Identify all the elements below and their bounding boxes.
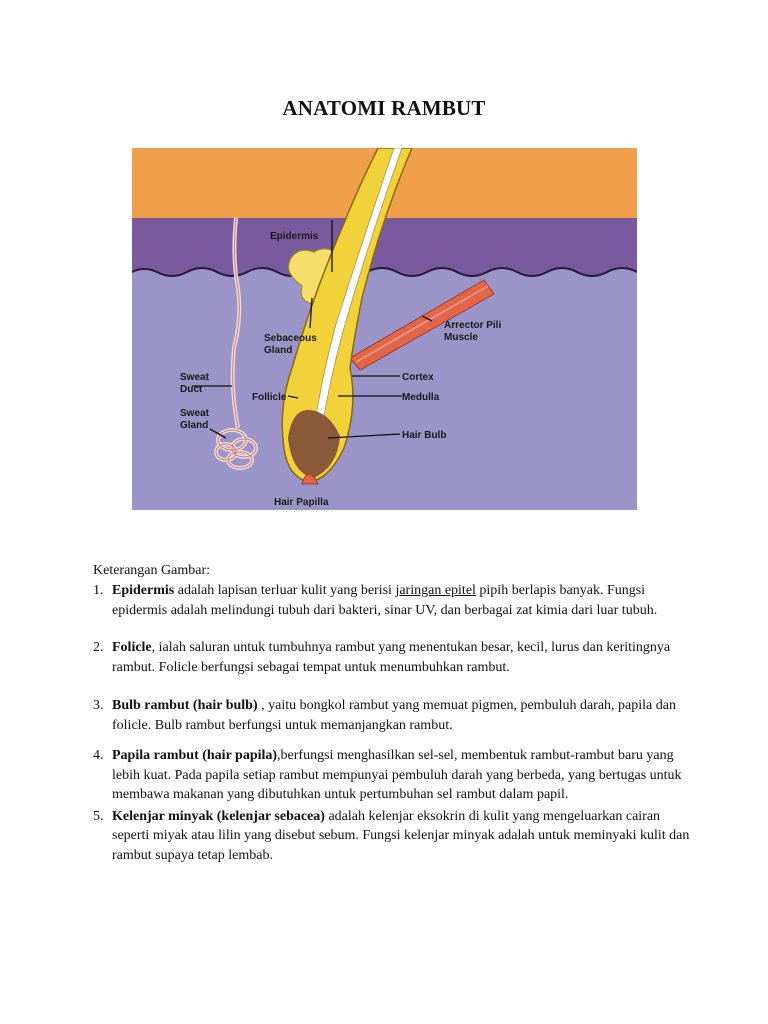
label-hair-papilla: Hair Papilla — [274, 497, 329, 508]
item-text: , ialah saluran untuk tumbuhnya rambut yang menentukan besar, kecil, lurus dan keritingnya rambut. Folicle berfungsi sebagai tempat untuk menumbuhkan rambut. — [112, 640, 671, 675]
label-sebaceous-gland-line1: Sebaceous — [264, 333, 317, 344]
list-item — [93, 638, 693, 677]
item-term: Kelenjar minyak (kelenjar sebacea) — [112, 808, 325, 824]
label-medulla: Medulla — [402, 392, 440, 403]
list-item — [93, 696, 693, 735]
label-sweat-gland-line2: Gland — [180, 420, 209, 431]
item-text: , yaitu bongkol rambut yang memuat pigmen, pembuluh darah, papila dan folicle. Bulb rambut berfungsi untuk memanjangkan rambut. — [112, 698, 676, 733]
label-sweat-duct-line2: Duct — [180, 384, 203, 395]
item-term: Papila rambut (hair papila) — [112, 748, 278, 763]
item-text: pipih berlapis banyak. Fungsi epidermis adalah melindungi tubuh dari bakteri, sinar UV, dan berbagai zat kimia dari luar tubuh. — [112, 583, 658, 618]
label-follicle: Follicle — [252, 392, 287, 403]
description-list — [93, 581, 693, 865]
page-title: ANATOMI RAMBUT — [282, 96, 486, 120]
jaringan-epitel-link[interactable]: jaringan epitel — [395, 583, 476, 598]
list-item — [93, 746, 693, 805]
hair-anatomy-figure — [132, 148, 637, 510]
item-term: Bulb rambut (hair bulb) — [112, 698, 258, 713]
label-epidermis: Epidermis — [270, 231, 319, 242]
item-term: Epidermis — [112, 583, 175, 598]
figure-caption: Keterangan Gambar: — [93, 563, 210, 578]
label-sebaceous-gland-line2: Gland — [264, 345, 293, 356]
label-cortex: Cortex — [402, 372, 434, 383]
item-number: 1. — [93, 583, 104, 598]
label-sweat-gland-line1: Sweat — [180, 408, 209, 419]
item-text: ,berfungsi menghasilkan sel-sel, membentuk rambut-rambut baru yang lebih kuat. Pada papila setiap rambut mempunyai pembuluh darah yang berbeda, yang bertugas untuk membawa makanan yang dibutuhkan untuk pertumbuhan sel rambut dalam papil. — [112, 748, 682, 802]
label-sweat-duct-line1: Sweat — [180, 372, 209, 383]
list-item — [93, 581, 693, 620]
item-number: 4. — [93, 748, 104, 763]
item-number: 3. — [93, 698, 104, 713]
hair-anatomy-diagram — [132, 148, 637, 510]
item-number: 2. — [93, 640, 104, 655]
item-text: adalah kelenjar eksokrin di kulit yang mengeluarkan cairan seperti miyak atau lilin yang disebut sebum. Fungsi kelenjar minyak adalah untuk meminyaki kulit dan rambut supaya tetap lembab. — [112, 808, 690, 863]
label-hair-bulb: Hair Bulb — [402, 430, 447, 441]
item-text: adalah lapisan terluar kulit yang berisi — [174, 583, 396, 598]
item-term: Folicle — [112, 640, 152, 655]
label-arrector-pili-line2: Muscle — [444, 332, 478, 343]
item-number: 5. — [93, 808, 104, 824]
list-item — [93, 807, 693, 866]
label-arrector-pili-line1: Arrector Pili — [444, 320, 502, 331]
